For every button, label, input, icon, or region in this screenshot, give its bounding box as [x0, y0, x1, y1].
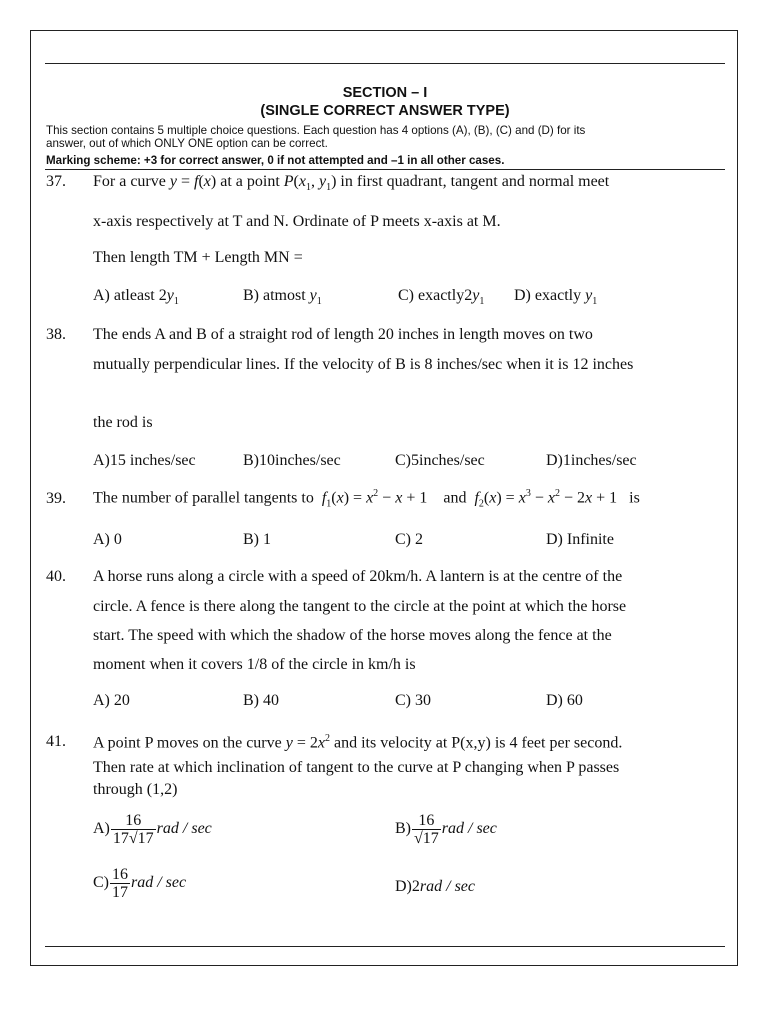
- instructions-line-2: answer, out of which ONLY ONE option can be correct.: [46, 137, 328, 150]
- option-c[interactable]: C) $exactly2y_1$: [398, 287, 485, 308]
- question-number: 38.: [46, 326, 66, 343]
- question-38-line-1: The ends A and B of a straight rod of length 20 inches in length moves on two: [93, 326, 593, 343]
- question-40-line-2: circle. A fence is there along the tangent to the circle at the point at which the horse: [93, 598, 627, 615]
- option-c[interactable]: C) $\frac{16}{17}$ rad / sec: [93, 866, 187, 901]
- question-number: 39.: [46, 490, 66, 507]
- option-b[interactable]: B) atmost $y_1$: [243, 287, 322, 308]
- question-37-line-1: For a curve y = f(x) at a point $P(x_1$, $y_1$) in first quadrant, tangent and normal meet: [93, 173, 610, 194]
- option-d[interactable]: D) exactly $y_1$: [514, 287, 598, 308]
- option-b[interactable]: B) 40: [243, 692, 279, 709]
- question-40-line-3: start. The speed with which the shadow of the horse moves along the fence at the: [93, 627, 612, 644]
- option-a[interactable]: A)15 inches/sec: [93, 452, 196, 469]
- option-d[interactable]: D) 60: [546, 692, 583, 709]
- question-40-line-4: moment when it covers 1/8 of the circle in km/h is: [93, 656, 416, 673]
- option-a[interactable]: A) $\frac{16}{17√17}$ rad / sec: [93, 812, 212, 847]
- question-41-line-2: Then rate at which inclination of tangent to the curve at P changing when P passes: [93, 759, 620, 776]
- question-37-line-2: x-axis respectively at T and N. Ordinate of P meets x-axis at M.: [93, 213, 501, 230]
- question-38-line-2: mutually perpendicular lines. If the velocity of B is 8 inches/sec when it is 12 inches: [93, 356, 634, 373]
- header-rule: [45, 169, 725, 170]
- option-b[interactable]: B)10inches/sec: [243, 452, 341, 469]
- option-c[interactable]: C) 2: [395, 531, 423, 548]
- question-number: 37.: [46, 173, 66, 190]
- option-c[interactable]: C) 30: [395, 692, 431, 709]
- option-d[interactable]: D) Infinite: [546, 531, 614, 548]
- question-41-line-1: A point P moves on the curve $y = 2x^2$ and its velocity at P(x,y) is 4 feet per second.: [93, 733, 623, 752]
- question-number: 40.: [46, 568, 66, 585]
- section-title: SECTION – I: [342, 85, 428, 101]
- instructions-line-1: This section contains 5 multiple choice questions. Each question has 4 options (A), (B), (C) and (D) for its: [46, 124, 586, 137]
- question-41-line-3: through (1,2): [93, 781, 178, 798]
- option-d[interactable]: D)1inches/sec: [546, 452, 637, 469]
- option-a[interactable]: A) 20: [93, 692, 130, 709]
- option-b[interactable]: B) $\frac{16}{√17}$ rad / sec: [395, 812, 497, 847]
- marking-scheme: Marking scheme: +3 for correct answer, 0 if not attempted and –1 in all other cases.: [46, 154, 505, 167]
- question-38-line-3: the rod is: [93, 414, 153, 431]
- question-37-line-3: Then length TM + Length MN =: [93, 249, 303, 266]
- section-type: (SINGLE CORRECT ANSWER TYPE): [260, 103, 510, 119]
- option-b[interactable]: B) 1: [243, 531, 271, 548]
- top-rule: [45, 63, 725, 64]
- bottom-rule: [45, 946, 725, 947]
- option-a[interactable]: A) atleast $2y_1$: [93, 287, 179, 308]
- option-c[interactable]: C)5inches/sec: [395, 452, 485, 469]
- question-number: 41.: [46, 733, 66, 750]
- option-d[interactable]: D)2rad / sec: [395, 878, 475, 895]
- question-40-line-1: A horse runs along a circle with a speed of 20km/h. A lantern is at the centre of the: [93, 568, 623, 585]
- question-39-line-1: The number of parallel tangents to $f_1(x) = x^2 - x + 1$ and $f_2(x) = x^3 - x^2 - 2x + 1$ is: [93, 488, 640, 510]
- option-a[interactable]: A) 0: [93, 531, 122, 548]
